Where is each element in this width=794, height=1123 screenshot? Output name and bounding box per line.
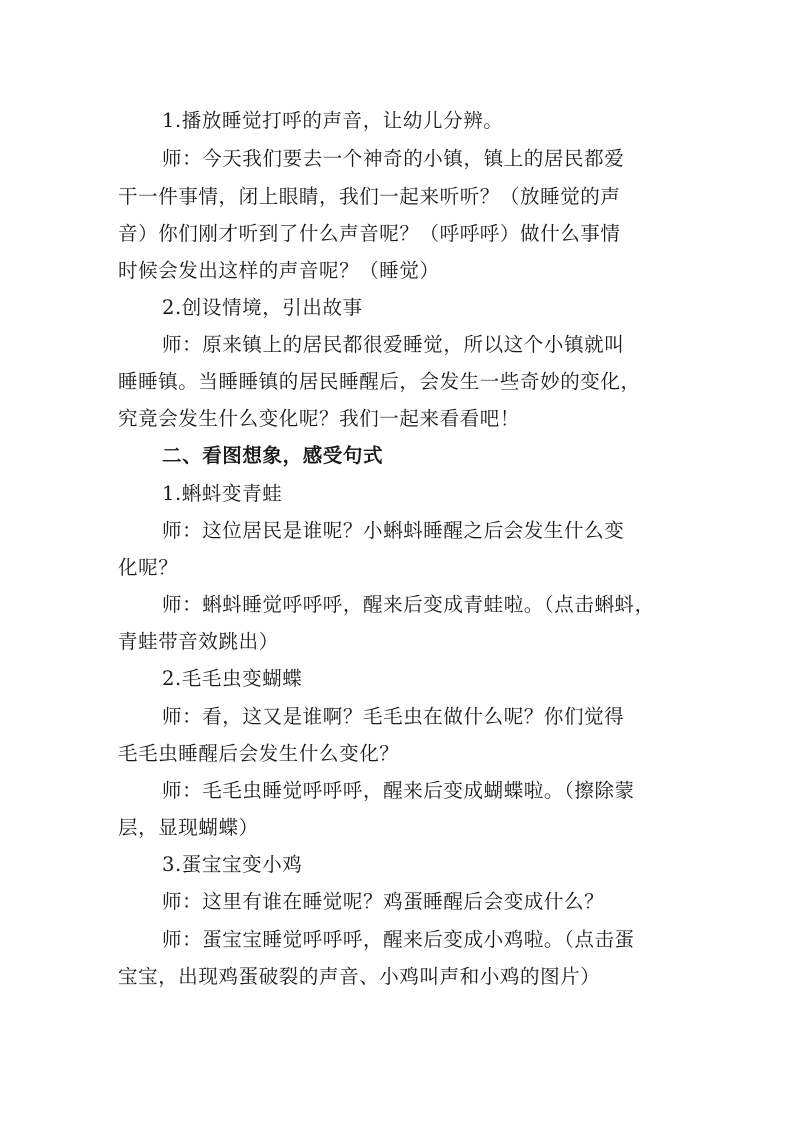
paragraph-line: 师：蝌蚪睡觉呼呼呼，醒来后变成青蛙啦。（点击蝌蚪， — [162, 593, 655, 616]
paragraph-line: 师：蛋宝宝睡觉呼呼呼，醒来后变成小鸡啦。（点击蛋 — [162, 928, 635, 951]
step-2-heading: 2.创设情境，引出故事 — [162, 296, 363, 319]
paragraph-line: 师：今天我们要去一个神奇的小镇，镇上的居民都爱 — [162, 147, 625, 170]
paragraph-line: 宝宝，出现鸡蛋破裂的声音、小鸡叫声和小鸡的图片） — [118, 965, 601, 988]
paragraph-line: 层，显现蝴蝶） — [118, 816, 259, 839]
paragraph-line: 师：这位居民是谁呢？小蝌蚪睡醒之后会发生什么变 — [162, 519, 625, 542]
paragraph-line: 音）你们刚才听到了什么声音呢？（呼呼呼）做什么事情 — [118, 222, 621, 245]
paragraph-line: 干一件事情，闭上眼睛，我们一起来听听？（放睡觉的声 — [118, 185, 621, 208]
paragraph-line: 师：原来镇上的居民都很爱睡觉，所以这个小镇就叫 — [162, 333, 625, 356]
section-heading: 二、看图想象，感受句式 — [162, 444, 384, 467]
paragraph-line: 师：毛毛虫睡觉呼呼呼，醒来后变成蝴蝶啦。（擦除蒙 — [162, 779, 635, 802]
subsection-heading: 1.蝌蚪变青蛙 — [162, 482, 283, 505]
paragraph-line: 究竟会发生什么变化呢？我们一起来看看吧！ — [118, 407, 521, 430]
paragraph-line: 睡睡镇。当睡睡镇的居民睡醒后，会发生一些奇妙的变化， — [118, 370, 641, 393]
paragraph-line: 毛毛虫睡醒后会发生什么变化？ — [118, 742, 400, 765]
subsection-heading: 2.毛毛虫变蝴蝶 — [162, 667, 303, 690]
paragraph-line: 化呢？ — [118, 556, 179, 579]
paragraph-line: 师：这里有谁在睡觉呢？鸡蛋睡醒后会变成什么？ — [162, 890, 605, 913]
subsection-heading: 3.蛋宝宝变小鸡 — [162, 853, 303, 876]
paragraph-line: 青蛙带音效跳出） — [118, 630, 279, 653]
paragraph-line: 时候会发出这样的声音呢？（睡觉） — [118, 259, 440, 282]
step-1-heading: 1.播放睡觉打呼的声音，让幼儿分辨。 — [162, 109, 504, 132]
paragraph-line: 师：看，这又是谁啊？毛毛虫在做什么呢？你们觉得 — [162, 705, 625, 728]
